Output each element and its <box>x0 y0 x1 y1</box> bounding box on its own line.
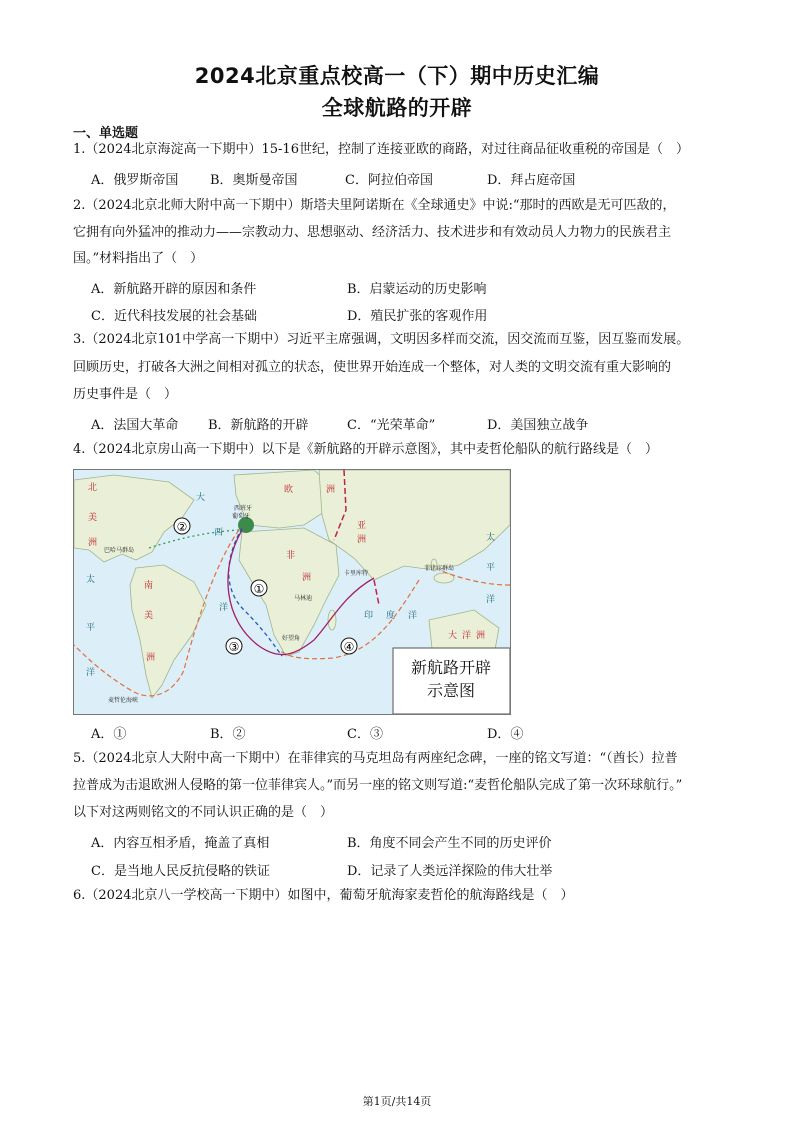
question-3-option-c: C．“光荣革命” <box>347 418 436 433</box>
label-asia-2: 洲 <box>357 535 367 545</box>
label-north-america-2: 美 <box>88 513 98 523</box>
label-portugal: 葡萄牙 <box>232 513 251 520</box>
label-oceania-3: 洲 <box>476 631 486 641</box>
question-4-line-1: 4.（2024北京房山高一下期中）以下是《新航路的开辟示意图》，其中麦哲伦船队的航行路线是（ ） <box>73 442 658 457</box>
question-5-option-d: D．记录了人类远洋探险的伟大壮举 <box>347 864 553 879</box>
label-atlantic-2: 西 <box>214 528 224 538</box>
label-pacific-east-1: 太 <box>486 533 496 543</box>
question-3-option-a: A．法国大革命 <box>91 418 179 433</box>
question-3-option-d: D．美国独立战争 <box>487 418 589 433</box>
label-indian-2: 度 <box>386 611 396 621</box>
label-south-america-3: 洲 <box>146 653 156 663</box>
question-1-line-1: 1.（2024北京海淀高一下期中）15-16世纪，控制了连接亚欧的商路，对过往商品征收重税的帝国是（ ） <box>73 142 689 157</box>
label-indian-3: 洋 <box>408 611 418 621</box>
svg-text:③: ③ <box>228 640 240 654</box>
question-3-option-b: B．新航路的开辟 <box>208 418 309 433</box>
page-number: 第1页/共14页 <box>362 1095 432 1108</box>
label-africa-1: 非 <box>286 551 296 561</box>
question-4-option-c: C．③ <box>347 727 383 742</box>
question-2-option-c: C．近代科技发展的社会基础 <box>91 309 257 324</box>
label-north-america-3: 洲 <box>88 538 98 548</box>
label-atlantic-1: 大 <box>196 493 206 503</box>
label-magellan-strait: 麦哲伦海峡 <box>108 697 139 704</box>
label-pacific-west-1: 太 <box>86 575 96 585</box>
label-bahamas: 巴哈马群岛 <box>104 547 135 554</box>
question-2-option-d: D．殖民扩张的客观作用 <box>347 309 488 324</box>
question-2-option-b: B．启蒙运动的历史影响 <box>347 282 487 297</box>
question-5-line-2: 拉普成为击退欧洲人侵略的第一位菲律宾人。”而另一座的铭文则写道:“麦哲伦船队完成了第一次环球航行。” <box>73 778 683 793</box>
svg-text:④: ④ <box>343 640 355 654</box>
svg-text:①: ① <box>253 582 265 596</box>
section-heading: 一、单选题 <box>73 126 139 141</box>
label-spain: 西班牙 <box>234 505 253 512</box>
question-2-line-1: 2.（2024北京北师大附中高一下期中）斯塔夫里阿诺斯在《全球通史》中说:“那时的西欧是无可匹敌的， <box>73 198 676 213</box>
document-subtitle: 全球航路的开辟 <box>321 96 473 120</box>
voyages-map <box>73 469 511 715</box>
label-oceania-1: 大 <box>448 631 458 641</box>
question-5-option-c: C．是当地人民反抗侵略的铁证 <box>91 864 270 879</box>
map-caption-line-1: 新航路开辟 <box>410 658 492 677</box>
route-marker-4 <box>341 638 357 654</box>
label-south-america-1: 南 <box>144 581 154 591</box>
svg-text:②: ② <box>176 520 188 534</box>
question-2-option-a: A．新航路开辟的原因和条件 <box>91 282 257 297</box>
label-cape-good-hope: 好望角 <box>282 635 301 642</box>
label-north-america-1: 北 <box>88 483 98 493</box>
question-5-line-3: 以下对这两则铭文的不同认识正确的是（ ） <box>73 805 334 820</box>
route-marker-3 <box>226 638 242 654</box>
map-caption-box <box>393 648 510 714</box>
label-atlantic-3: 洋 <box>219 603 229 613</box>
document-title: 2024北京重点校高一（下）期中历史汇编 <box>194 64 600 88</box>
question-1-option-c: C．阿拉伯帝国 <box>345 173 433 188</box>
question-1-option-a: A．俄罗斯帝国 <box>91 173 179 188</box>
label-malindi: 马林迪 <box>294 595 313 602</box>
label-pacific-west-3: 洋 <box>86 668 96 678</box>
route-marker-2 <box>174 518 190 534</box>
label-pacific-west-2: 平 <box>86 623 96 633</box>
label-philippines: 菲律宾群岛 <box>424 565 455 572</box>
question-5-option-b: B．角度不同会产生不同的历史评价 <box>347 836 552 851</box>
label-oceania-2: 洋 <box>462 631 472 641</box>
label-calicut: 卡里库特 <box>344 570 369 577</box>
map-svg <box>74 470 510 714</box>
route-marker-1 <box>251 580 267 596</box>
question-5-option-a: A．内容互相矛盾，掩盖了真相 <box>91 836 270 851</box>
question-6-line-1: 6.（2024北京八一学校高一下期中）如图中，葡萄牙航海家麦哲伦的航海路线是（ ） <box>73 888 574 903</box>
label-europe-1: 欧 <box>284 485 294 495</box>
question-3-line-2: 回顾历史，打破各大洲之间相对孤立的状态，使世界开始连成一个整体，对人类的文明交流有重大影响的 <box>73 360 672 375</box>
question-2-line-3: 国。”材料指出了（ ） <box>73 251 204 266</box>
question-3-line-1: 3.（2024北京101中学高一下期中）习近平主席强调，文明因多样而交流，因交流而互鉴，因互鉴而发展。 <box>73 332 690 347</box>
question-2-line-2: 它拥有向外猛冲的推动力——宗教动力、思想驱动、经济活力、技术进步和有效动员人力物力的民族君主 <box>73 225 672 240</box>
question-5-line-1: 5.（2024北京人大附中高一下期中）在菲律宾的马克坦岛有两座纪念碑，一座的铭文写道：“（酋长）拉普 <box>73 751 678 766</box>
question-4-option-d: D．④ <box>487 727 524 742</box>
label-europe-2: 洲 <box>326 485 336 495</box>
label-africa-2: 洲 <box>302 573 312 583</box>
question-3-line-3: 历史事件是（ ） <box>73 387 178 402</box>
label-pacific-east-3: 洋 <box>486 595 496 605</box>
label-asia-1: 亚 <box>357 521 367 531</box>
question-1-option-d: D．拜占庭帝国 <box>487 173 576 188</box>
question-1-option-b: B．奥斯曼帝国 <box>210 173 298 188</box>
question-4-option-b: B．② <box>210 727 246 742</box>
map-caption-line-2: 示意图 <box>426 681 476 700</box>
label-pacific-east-2: 平 <box>486 563 496 573</box>
label-indian-1: 印 <box>364 611 374 621</box>
question-4-option-a: A．① <box>91 727 127 742</box>
label-south-america-2: 美 <box>144 611 154 621</box>
